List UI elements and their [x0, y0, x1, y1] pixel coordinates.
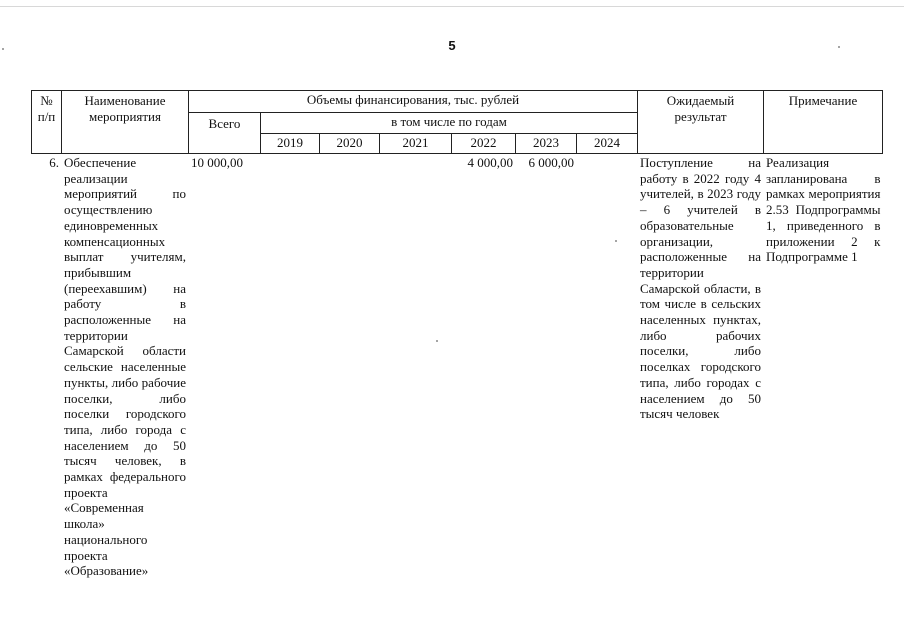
- row-number: 6.: [49, 155, 59, 170]
- row-2021: [380, 154, 452, 579]
- header-year-2023: 2023: [516, 134, 577, 154]
- table-row: [32, 154, 883, 579]
- row-2019: [261, 154, 320, 579]
- page-number: 5: [448, 38, 456, 53]
- financing-table: [31, 90, 883, 579]
- row-total: 10 000,00: [191, 155, 243, 170]
- header-year-2019: 2019: [261, 134, 320, 154]
- scan-speck: [436, 340, 438, 342]
- header-name: Наименование мероприятия: [62, 91, 189, 154]
- row-2022: 4 000,00: [467, 155, 513, 170]
- row-result: Поступление на работу в 2022 году 4 учителей, в 2023 году – 6 учителей в образовательные организации, расположенные на территории Самарской области, в том числе в сельских населенных пунктах, либо рабочих поселки, либо поселках городского типа, либо городах с населением до 50 тысяч человек: [640, 155, 761, 422]
- scan-speck: [838, 46, 840, 48]
- row-name: Обеспечение реализации мероприятий по осуществлению единовременных компенсационных выплат учителям, прибывшим (переехавшим) на работу в расположенные на территории Самарской области сельские населенные пункты, либо рабочие поселки, либо поселки городского типа, либо города с населением до 50 тысяч человек, в рамках федерального проекта «Современная школа» национального проекта «Образование»: [64, 155, 186, 579]
- header-result: Ожидаемый результат: [638, 91, 764, 154]
- header-total: Всего: [189, 113, 261, 154]
- header-year-2020: 2020: [320, 134, 380, 154]
- row-2023: 6 000,00: [528, 155, 574, 170]
- row-2024: [577, 154, 638, 579]
- header-number: № п/п: [32, 91, 62, 154]
- header-year-2022: 2022: [452, 134, 516, 154]
- header-year-2024: 2024: [577, 134, 638, 154]
- header-funding: Объемы финансирования, тыс. рублей: [189, 91, 638, 113]
- scan-speck: [2, 48, 4, 50]
- scan-speck: [615, 240, 617, 242]
- header-by-years: в том числе по годам: [261, 113, 638, 134]
- header-year-2021: 2021: [380, 134, 452, 154]
- row-note: Реализация запланирована в рамках мероприятия 2.53 Подпрограммы 1, приведенного в приложении 2 к Подпрограмме 1: [766, 155, 881, 265]
- page-top-edge: [0, 0, 904, 7]
- header-note: Примечание: [764, 91, 883, 154]
- row-2020: [320, 154, 380, 579]
